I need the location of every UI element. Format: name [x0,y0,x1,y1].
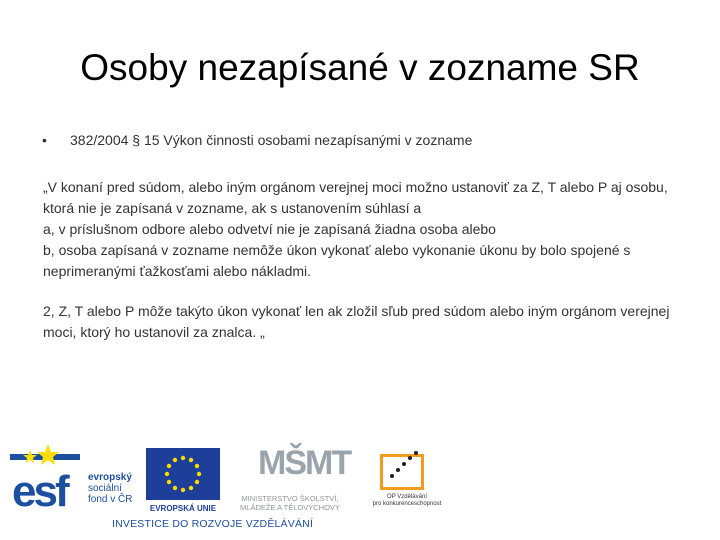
msmt-logo [224,446,354,516]
bullet-item [42,131,682,149]
esf-wordmark: evropský sociální fond v ČR [88,472,133,505]
bullet-text: 382/2004 § 15 Výkon činnosti osobami nezapísanými v zozname [70,132,473,148]
quote-paragraph-b: b, osoba zapísaná v zozname nemôže úkon vykonať alebo vykonanie úkonu by bolo spojené s neprimeranými ťažkosťami alebo nákladmi. [43,242,631,279]
law-quote [43,177,688,343]
op-wordmark: OP Vzdělávání pro konkurenceschopnost [372,494,442,507]
investment-tagline: INVESTICE DO ROZVOJE VZDĚLÁVÁNÍ [112,518,314,530]
funding-logos [10,442,450,537]
quote-paragraph-2: 2, Z, T alebo P môže takýto úkon vykonať len ak zložil sľub pred súdom alebo iným orgánom verejnej moci, ktorý ho ustanovil za znalca. „ [43,303,670,340]
msmt-mark: MŠMT [258,444,351,482]
eu-flag-icon [146,448,220,500]
quote-paragraph-a: a, v príslušnom odbore alebo odvetví nie je zapísaná žiadna osoba alebo [43,221,496,237]
esf-logo [10,442,140,516]
eu-logo [146,448,220,518]
quote-paragraph-intro: „V konaní pred súdom, alebo iným orgánom verejnej moci možno ustanoviť za Z, T alebo P aj osobu, ktorá nie je zapísaná v zozname, ak s ustanovením súhlasí a [43,179,668,216]
op-logo [370,450,444,514]
bullet-symbol: • [42,132,47,148]
slide-title: Osoby nezapísané v zozname SR [80,47,640,88]
eu-label: EVROPSKÁ UNIE [149,504,217,513]
esf-mark: esf [12,467,67,516]
op-dots-icon [386,450,422,490]
msmt-wordmark: MINISTERSTVO ŠKOLSTVÍ, MLÁDEŽE A TĚLOVÝCHOVY [240,494,340,512]
